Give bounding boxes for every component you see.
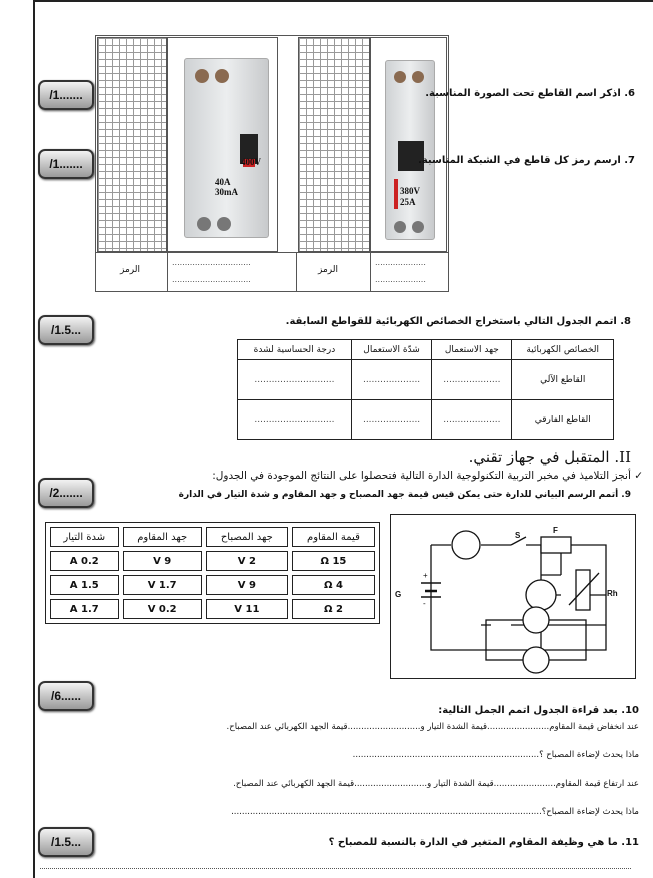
intro-text: ✓ أنجز التلاميذ في مخبر التربية التكنولوجية الدارة التالية فتحصلوا على النتائج الموجودة في الجدول: — [212, 470, 643, 482]
meter-bottom-2 — [523, 647, 549, 673]
fuse-icon — [541, 537, 571, 553]
lamp-icon — [526, 580, 556, 610]
score-badge-q9: /2....... — [38, 478, 94, 508]
sentence-4[interactable]: ماذا يحدث لإضاءة المصباح؟................................................................................................................... — [231, 807, 639, 817]
symbol-label-2: الرمز — [318, 265, 338, 275]
breaker-body — [184, 58, 269, 238]
question-9: 9. أتمم الرسم البياني للدارة حتى يمكن قيس قيمة جهد المصباح و جهد المقاوم و شدة التيار في الدارة — [178, 490, 631, 500]
row-label: القاطع الفارقي — [512, 400, 614, 440]
table-cell: 11 V — [206, 599, 288, 619]
sentence-2[interactable]: ماذا يحدث لإضاءة المصباح ؟..................................................................... — [352, 750, 639, 760]
table-cell: 2 Ω — [292, 599, 375, 619]
score-badge-q10: /6...... — [38, 681, 94, 711]
meter-bottom-1 — [523, 607, 549, 633]
score-badge-q8: /1.5... — [38, 315, 94, 345]
sentence-3[interactable]: عند ارتفاع قيمة المقاوم.......................قيمة الشدة التيار و...........................قيمة الجهد الكهربائي عند المصباح. — [233, 779, 639, 789]
table-cell: 0.2 A — [50, 551, 119, 571]
switch-label: S — [515, 531, 521, 540]
drawing-grid-2[interactable] — [298, 37, 370, 252]
score-badge-q11: /1.5... — [38, 827, 94, 857]
header-cell: شدة التيار — [50, 527, 119, 547]
breaker2-current: 25A — [400, 197, 416, 207]
answer-cell[interactable]: .................... — [432, 360, 512, 400]
header-cell: جهد المصباح — [206, 527, 288, 547]
header-cell: جهد الاستعمال — [432, 340, 512, 360]
name-answer-2[interactable]: .................... — [375, 258, 426, 267]
drawing-grid-1[interactable] — [97, 37, 167, 252]
rheostat-label: Rh — [607, 589, 618, 598]
row-label: القاطع الآلي — [512, 360, 614, 400]
header-cell: قيمة المقاوم — [292, 527, 375, 547]
source-label: G — [395, 590, 402, 599]
breaker-body — [385, 60, 435, 240]
score-badge-q7: /1....... — [38, 149, 94, 179]
question-11: 11. ما هي وظيفة المقاوم المتغير في الدارة بالنسبة للمصباح ؟ — [328, 837, 639, 848]
table-cell: 4 Ω — [292, 575, 375, 595]
question-10: 10. بعد قراءة الجدول اتمم الجمل التالية: — [438, 705, 639, 716]
table-cell: 9 V — [206, 575, 288, 595]
fuse-label: F — [553, 526, 558, 535]
minus-label: - — [423, 599, 426, 608]
breaker2-voltage: 380V — [400, 186, 420, 196]
answer-line-11[interactable] — [40, 868, 631, 869]
table-cell: 15 Ω — [292, 551, 375, 571]
section-2-title: II. المتقبل في جهاز تقني. — [468, 448, 631, 466]
meter-top — [452, 531, 480, 559]
circuit-breaker-photo — [370, 37, 447, 252]
circuit-diagram[interactable] — [390, 514, 636, 679]
results-table — [45, 522, 380, 624]
table-cell: 2 V — [206, 551, 288, 571]
answer-cell[interactable]: ............................ — [238, 360, 352, 400]
differential-breaker-photo — [167, 37, 278, 252]
answer-cell[interactable]: ............................ — [238, 400, 352, 440]
table-cell: 1.7 A — [50, 599, 119, 619]
table-cell: 9 V — [123, 551, 202, 571]
table-cell: 1.5 A — [50, 575, 119, 595]
symbol-label-1: الرمز — [120, 265, 140, 275]
properties-table — [237, 339, 614, 440]
name-answer-2b[interactable]: .................... — [375, 275, 426, 284]
breaker1-voltage: 400V — [241, 157, 261, 167]
header-cell: الخصائص الكهربائية — [512, 340, 614, 360]
name-answer-1b[interactable]: ............................... — [172, 275, 251, 284]
answer-cell[interactable]: .................... — [351, 360, 431, 400]
header-cell: درجة الحساسية لشدة — [238, 340, 352, 360]
answer-cell[interactable]: .................... — [351, 400, 431, 440]
breaker1-sensitivity: 30mA — [215, 187, 238, 197]
header-cell: شدّة الاستعمال — [351, 340, 431, 360]
question-6: 6. اذكر اسم القاطع تحت الصورة المناسبة. — [425, 88, 635, 99]
header-cell: جهد المقاوم — [123, 527, 202, 547]
question-8: 8. اتمم الجدول التالي باستخراج الخصائص الكهربائية للقواطع السابقة. — [285, 316, 631, 327]
name-answer-1[interactable]: ............................... — [172, 258, 251, 267]
score-badge-q6: /1....... — [38, 80, 94, 110]
table-cell: 0.2 V — [123, 599, 202, 619]
question-7: 7. ارسم رمز كل قاطع في الشبكة المناسبة. — [418, 155, 635, 166]
breaker1-current: 40A — [215, 177, 231, 187]
sentence-1[interactable]: عند انخفاض قيمة المقاوم.......................قيمة الشدة التيار و...........................قيمة الجهد الكهربائي عند المصباح. — [226, 722, 639, 732]
answer-cell[interactable]: .................... — [432, 400, 512, 440]
plus-label: + — [423, 571, 428, 580]
table-cell: 1.7 V — [123, 575, 202, 595]
